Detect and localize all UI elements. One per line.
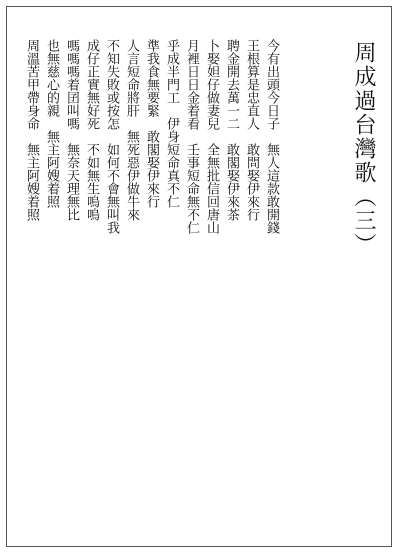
- page-title: 周成過台灣歌（三）: [351, 41, 376, 257]
- columns: [21, 39, 281, 529]
- text-area: [21, 39, 379, 529]
- text-column: [41, 39, 61, 529]
- verse-line-bottom: 敢問娶伊來行: [244, 130, 259, 221]
- verse-line-top: 今有出頭今日子: [264, 39, 279, 130]
- verse-line-bottom: 敢閣娶伊來行: [144, 117, 159, 208]
- verse-line-top: 不知失敗或按怎: [104, 39, 119, 130]
- verse-line-top: 周溫苦甲帶身命: [24, 39, 39, 130]
- verse-line-bottom: 無人這款敢開錢: [264, 130, 279, 234]
- verse-line-top: 王根算是忠直人: [244, 39, 259, 130]
- verse-line-top: 成仔正實無好死: [84, 39, 99, 130]
- verse-line-bottom: 敢閣娶伊來茶: [224, 130, 239, 221]
- text-column: [181, 39, 201, 529]
- text-column: [161, 39, 181, 529]
- verse-line-bottom: 全無批信回唐山: [204, 130, 219, 234]
- verse-line-bottom: 無奈天理無比: [64, 130, 79, 221]
- verse-line-top: 準我食無要緊: [144, 39, 159, 117]
- verse-line-bottom: 無主阿嫂着照: [44, 117, 59, 208]
- text-column: [221, 39, 241, 529]
- text-column: [261, 39, 281, 529]
- verse-line-bottom: 如何不會無叫我: [104, 130, 119, 234]
- verse-line-bottom: 壬事短命無不仁: [184, 130, 199, 234]
- text-column: [61, 39, 81, 529]
- verse-line-top: 聘金開去萬一二: [224, 39, 239, 130]
- text-column: [201, 39, 221, 529]
- verse-line-top: 人言短命將肝: [124, 39, 139, 117]
- verse-line-bottom: 無死惡伊做牛來: [124, 117, 139, 221]
- text-column: [101, 39, 121, 529]
- text-column: [81, 39, 101, 529]
- verse-line-top: 月裡日日金着看: [184, 39, 199, 130]
- verse-line-top: 也無慈心的親: [44, 39, 59, 117]
- text-column: [241, 39, 261, 529]
- text-column: [121, 39, 141, 529]
- verse-line-bottom: 無主阿嫂着照: [24, 130, 39, 221]
- verse-line-top: 乎成半門工: [164, 39, 179, 104]
- text-column: [141, 39, 161, 529]
- verse-line-top: 卜娶妲仔做妻兒: [204, 39, 219, 130]
- verse-line-bottom: 不如無生嗚嗚: [84, 130, 99, 221]
- verse-line-top: 嗎嗎嗎着囝叫嗎: [64, 39, 79, 130]
- text-column: [21, 39, 41, 529]
- verse-line-bottom: 伊身短命真不仁: [164, 104, 179, 208]
- document-page: [6, 6, 392, 547]
